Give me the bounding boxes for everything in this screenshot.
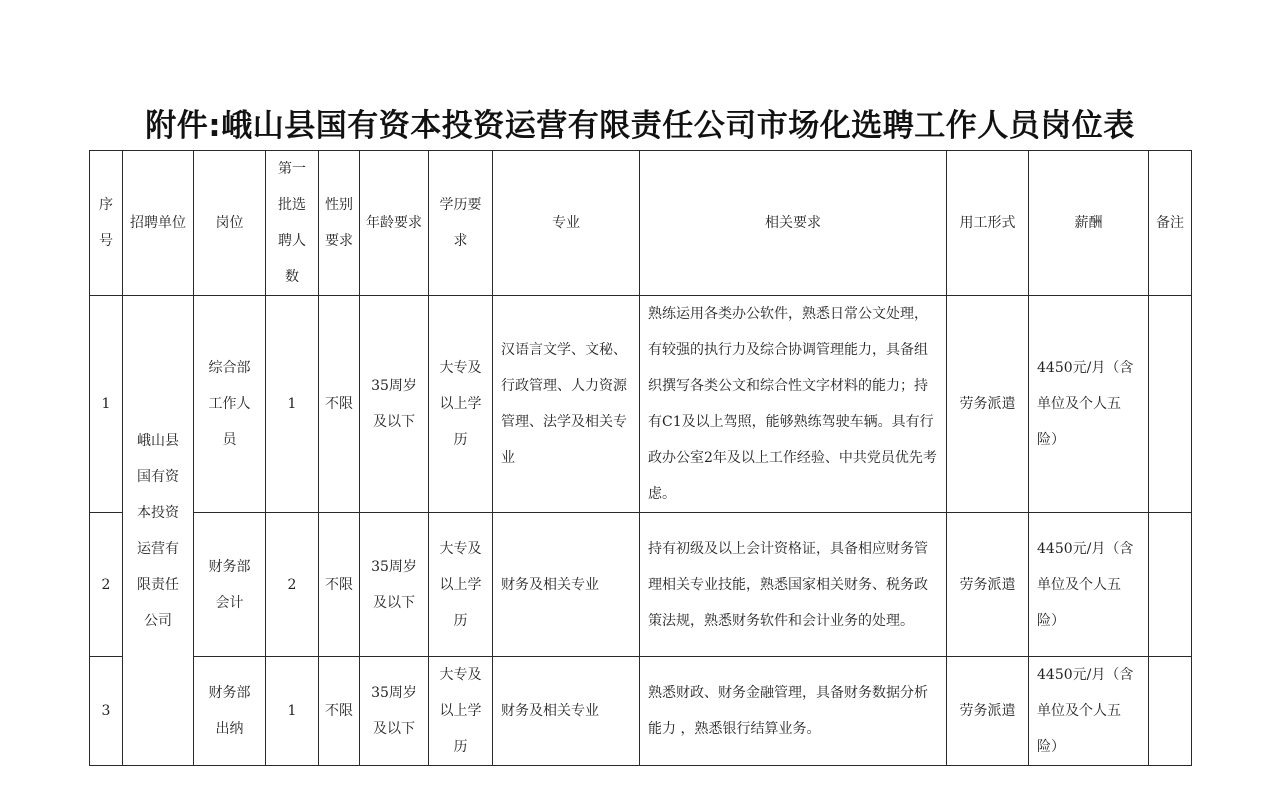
cell-post: 财务部会计 <box>194 513 266 657</box>
header-salary: 薪酬 <box>1029 151 1149 296</box>
cell-remark <box>1149 513 1192 657</box>
cell-gender: 不限 <box>319 657 360 766</box>
cell-gender: 不限 <box>319 513 360 657</box>
cell-employment: 劳务派遣 <box>947 513 1029 657</box>
table-row <box>90 296 1192 513</box>
header-unit: 招聘单位 <box>123 151 194 296</box>
cell-education: 大专及以上学历 <box>429 657 493 766</box>
cell-requirements: 熟练运用各类办公软件，熟悉日常公文处理，有较强的执行力及综合协调管理能力，具备组织撰写各类公文和综合性文字材料的能力；持有C1及以上驾照，能够熟练驾驶车辆。具有行政办公室2年及以上工作经验、中共党员优先考虑。 <box>640 296 947 513</box>
cell-education: 大专及以上学历 <box>429 513 493 657</box>
cell-major: 财务及相关专业 <box>493 657 640 766</box>
cell-requirements: 熟悉财政、财务金融管理，具备财务数据分析能力 ，熟悉银行结算业务。 <box>640 657 947 766</box>
cell-age: 35周岁及以下 <box>360 657 429 766</box>
cell-post: 综合部工作人员 <box>194 296 266 513</box>
cell-salary: 4450元/月（含单位及个人五险） <box>1029 296 1149 513</box>
cell-post: 财务部出纳 <box>194 657 266 766</box>
cell-gender: 不限 <box>319 296 360 513</box>
table-row <box>90 513 1192 657</box>
cell-salary: 4450元/月（含单位及个人五险） <box>1029 657 1149 766</box>
header-remark: 备注 <box>1149 151 1192 296</box>
header-requirements: 相关要求 <box>640 151 947 296</box>
cell-remark <box>1149 657 1192 766</box>
cell-requirements: 持有初级及以上会计资格证，具备相应财务管理相关专业技能，熟悉国家相关财务、税务政策法规，熟悉财务软件和会计业务的处理。 <box>640 513 947 657</box>
cell-unit: 峨山县国有资本投资运营有限责任公司 <box>123 296 194 766</box>
cell-seq: 1 <box>90 296 123 513</box>
cell-count: 2 <box>266 513 319 657</box>
cell-seq: 2 <box>90 513 123 657</box>
cell-count: 1 <box>266 657 319 766</box>
header-post: 岗位 <box>194 151 266 296</box>
header-age: 年龄要求 <box>360 151 429 296</box>
header-education: 学历要求 <box>429 151 493 296</box>
cell-salary: 4450元/月（含单位及个人五险） <box>1029 513 1149 657</box>
header-employment: 用工形式 <box>947 151 1029 296</box>
cell-age: 35周岁及以下 <box>360 513 429 657</box>
cell-age: 35周岁及以下 <box>360 296 429 513</box>
table-row <box>90 657 1192 766</box>
cell-remark <box>1149 296 1192 513</box>
cell-major: 汉语言文学、文秘、行政管理、人力资源管理、法学及相关专业 <box>493 296 640 513</box>
header-count: 第一批选聘人数 <box>266 151 319 296</box>
header-seq: 序号 <box>90 151 123 296</box>
cell-seq: 3 <box>90 657 123 766</box>
header-gender: 性别要求 <box>319 151 360 296</box>
table-header-row <box>90 151 1192 296</box>
cell-employment: 劳务派遣 <box>947 657 1029 766</box>
header-major: 专业 <box>493 151 640 296</box>
cell-count: 1 <box>266 296 319 513</box>
position-table <box>89 150 1192 766</box>
cell-employment: 劳务派遣 <box>947 296 1029 513</box>
cell-major: 财务及相关专业 <box>493 513 640 657</box>
cell-education: 大专及以上学历 <box>429 296 493 513</box>
page-title: 附件:峨山县国有资本投资运营有限责任公司市场化选聘工作人员岗位表 <box>145 108 1135 144</box>
